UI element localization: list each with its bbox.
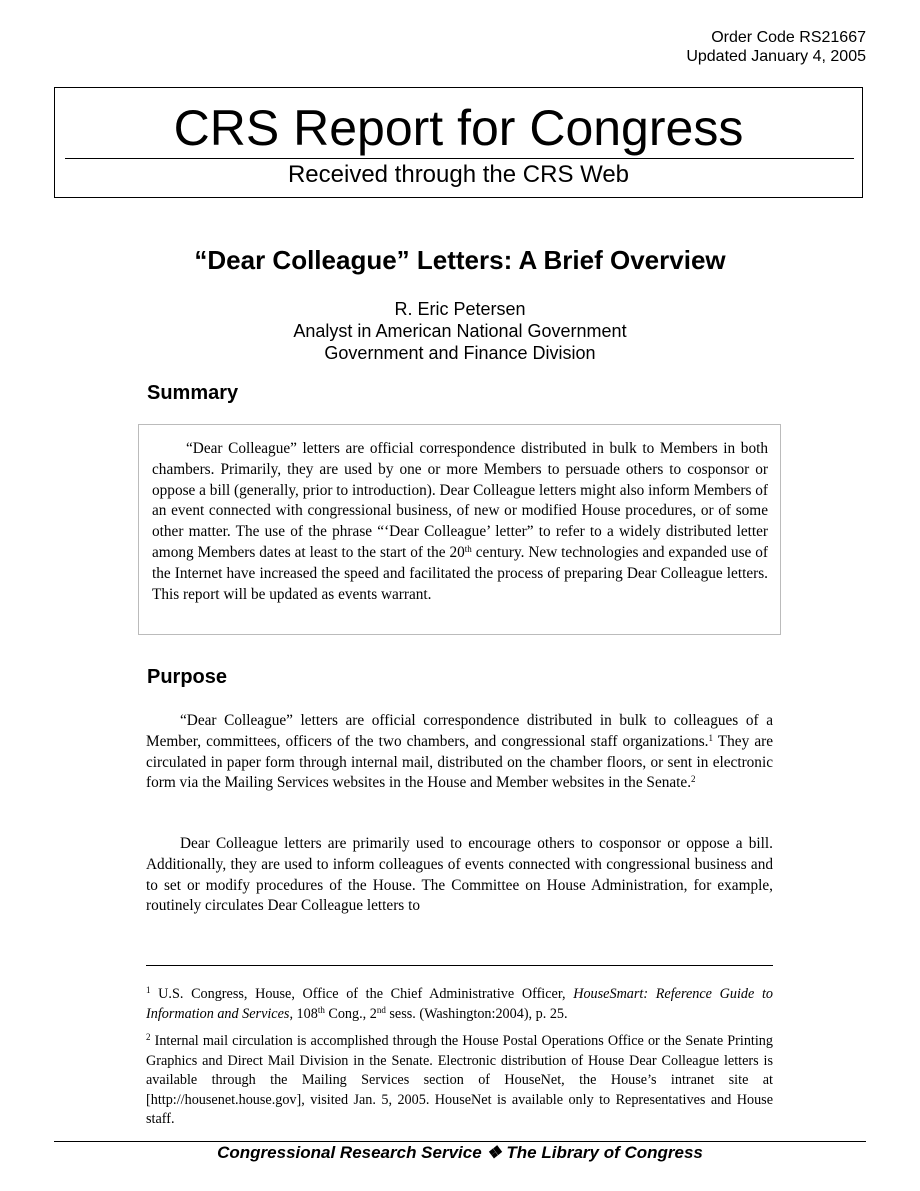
banner-subtitle: Received through the CRS Web [287,161,630,188]
footer-crs: Congressional Research Service [217,1143,482,1162]
purpose-p1-part-2: They are circulated in paper form through internal mail, distributed on the chamber floors, or sent in electronic form via the Mailing Services websites in the House and Member websites in the Senate. [146,732,773,792]
footnote-2-number: 2 [146,1032,151,1042]
report-title: “Dear Colleague” Letters: A Brief Overview [194,245,726,275]
purpose-heading: Purpose [147,666,228,688]
footnote-1-part-3: Cong., 2 [324,1005,377,1022]
footer-loc: The Library of Congress [506,1143,703,1162]
banner-divider [65,158,854,159]
footnote-2-text: Internal mail circulation is accomplished through the House Postal Operations Office or the Senate Printing Graphics and Direct Mail Division in the Senate. Electronic distribution of House Dear Colleague letters is available through the Mailing Services section of HouseNet, the House’s intranet site at [http://housenet.house.gov], visited Jan. 5, 2005. HouseNet is available only to Representatives and House staff. [146,1033,773,1128]
footnote-1-part-2: , 108 [289,1005,318,1022]
crs-banner [54,87,863,198]
footnote-ref-2[interactable]: 2 [691,774,696,785]
footnote-1-italic-title: HouseSmart: Reference Guide to Information and Services [146,986,773,1022]
diamond-separator-icon: ❖ [486,1143,502,1162]
purpose-paragraph-1 [146,711,773,794]
footnote-1-part-4: sess. (Washington:2004), p. 25. [385,1005,568,1022]
purpose-paragraph-2: Dear Colleague letters are primarily used to encourage others to cosponsor or oppose a bill. Additionally, they are used to inform colleagues of events connected with congressional business and to set or modify procedures of the House. The Committee on House Administration, for example, routinely circulates Dear Colleague letters to [146,835,773,915]
author-division: Government and Finance Division [324,343,596,363]
footnote-1 [146,985,773,1024]
summary-text-part-1: “Dear Colleague” letters are official correspondence distributed in bulk to Members in both chambers. Primarily, they are used by one or more Members to persuade others to cosponsor or oppose a bill (generally, prior to introduction). Dear Colleague letters might also inform Members of an event connected with congressional business, of new or modified House procedures, or of some other matter. The use of the phrase “‘Dear Colleague’ letter” to refer to a widely distributed letter among Members dates at least to the start of the 20 [152,440,768,561]
purpose-p1-part-1: “Dear Colleague” letters are official correspondence distributed in bulk to colleagues of a Member, committees, officers of the two chambers, and congressional staff organizations. [146,712,773,750]
banner-title: CRS Report for Congress [173,100,744,156]
order-code-block [686,28,866,66]
summary-heading: Summary [147,382,239,404]
summary-superscript: th [464,543,472,554]
footnote-1-part-1: U.S. Congress, House, Office of the Chief Administrative Officer, [150,986,574,1002]
footnote-2 [146,1032,773,1130]
page-footer [0,1143,920,1163]
author-name: R. Eric Petersen [394,299,526,319]
summary-text-part-2: century. New technologies and expanded use of the Internet have increased the speed and facilitated the process of preparing Dear Colleague letters. This report will be updated as events warrant. [152,543,768,603]
summary-text [152,439,768,605]
footnote-1-sup-nd: nd [376,1004,386,1015]
updated-date: Updated January 4, 2005 [686,48,866,65]
footnote-divider [146,965,773,966]
footer-divider [54,1141,866,1142]
author-block [0,298,920,364]
footnote-ref-1[interactable]: 1 [708,732,713,743]
footnote-1-number: 1 [146,985,151,995]
footnote-1-sup-th: th [317,1004,325,1015]
order-code: Order Code RS21667 [711,29,866,46]
author-title: Analyst in American National Government [293,321,627,341]
summary-box [138,424,781,635]
